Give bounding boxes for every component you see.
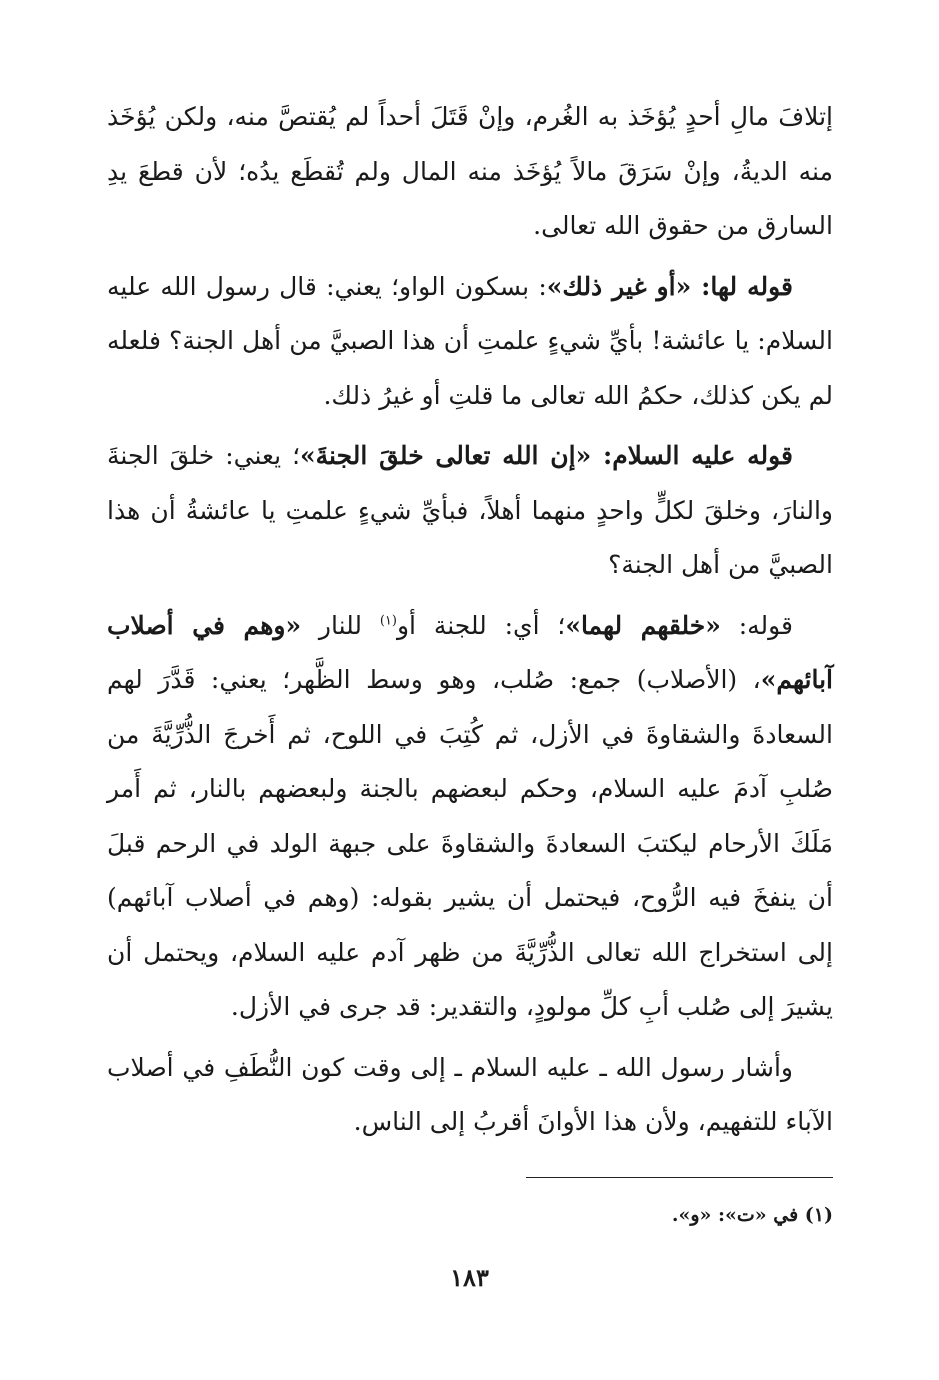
text-run: ؛ يعني: خلقَ الجنةَ والنارَ، وخلقَ لكلٍّ واحدٍ منهما أهلاً، فبأيِّ شيءٍ علمتِ يا عائشةُ أن هذا الصبيَّ من أهل الجنة؟ <box>107 441 833 579</box>
quoted-phrase: قوله لها: «أو غير ذلك» <box>546 271 794 301</box>
text-run: إتلافَ مالِ أحدٍ يُؤخَذ به الغُرم، وإنْ قَتَلَ أحداً لم يُقتصَّ منه، ولكن يُؤخَذ منه الديةُ، وإنْ سَرَقَ مالاً يُؤخَذ منه المال ولم تُقطَع يدُه؛ لأن قطعَ يدِ السارق من حقوق الله تعالى. <box>107 102 833 240</box>
text-run: قوله: <box>720 610 794 640</box>
footnote: (١) في «ت»: «و». <box>671 1204 833 1226</box>
quoted-phrase: «خلقهم لهما» <box>565 610 721 640</box>
paragraph <box>107 1041 833 1150</box>
text-run: : بسكون الواو؛ يعني: قال رسول الله عليه السلام: يا عائشة! بأيِّ شيءٍ علمتِ أن هذا الصبيَّ من أهل الجنة؟ فلعله لم يكن كذلك، حكمُ الله تعالى ما قلتِ أو غيرُ ذلك. <box>107 271 833 410</box>
quoted-phrase: قوله عليه السلام: «إن الله تعالى خلقَ الجنةَ» <box>300 441 794 470</box>
paragraph <box>107 429 833 593</box>
footnote-separator <box>526 1177 833 1178</box>
text-run: ؛ أي: للجنة أو <box>396 610 566 640</box>
paragraph <box>107 260 833 424</box>
text-run: ، (الأصلاب) جمع: صُلب، وهو وسط الظَّهر؛ يعني: قَدَّرَ لهم السعادةَ والشقاوةَ في الأزل، ثم كُتِبَ في اللوح، ثم أَخرجَ الذُّرِّيَّةَ من صُلبِ آدمَ عليه السلام، وحكم لبعضهم بالجنة ولبعضهم بالنار، ثم أَمر مَلَكَ الأرحام ليكتبَ السعادةَ والشقاوةَ على جبهة الولد في الرحم قبلَ أن ينفخَ فيه الرُّوح، فيحتمل أن يشير بقوله: (وهم في أصلاب آبائهم) إلى استخراج الله تعالى الذُّرِّيَّةَ من ظهر آدم عليه السلام، ويحتمل أن يشيرَ إلى صُلب أبِ كلِّ مولودٍ، والتقدير: قد جرى في الأزل. <box>107 665 833 1021</box>
main-text <box>107 90 833 1156</box>
footnote-marker: (١) <box>379 613 397 629</box>
quoted-phrase: «وهم في أصلاب آبائهم» <box>107 610 833 694</box>
text-run: للنار <box>301 610 380 640</box>
paragraph <box>107 90 833 254</box>
paragraph <box>107 599 833 1035</box>
text-run: وأشار رسول الله ـ عليه السلام ـ إلى وقت كون النُّطَفِ في أصلاب الآباء للتفهيم، ولأن هذا الأوانَ أقربُ إلى الناس. <box>107 1052 833 1136</box>
page-number: ١٨٣ <box>450 1263 489 1292</box>
